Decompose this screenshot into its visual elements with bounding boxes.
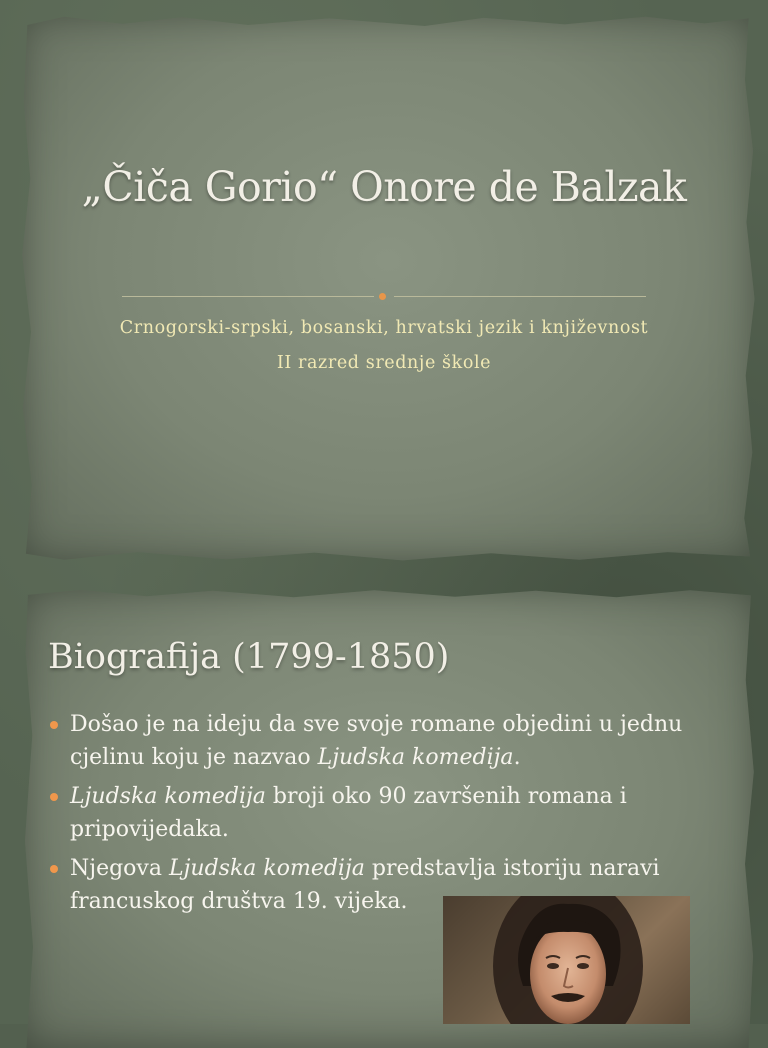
bullet-text: Došao je na ideju da sve svoje romane objedini u jednu cjelinu koju je nazvao (70, 712, 683, 770)
bullet-item (48, 708, 728, 774)
divider-line-right (394, 296, 646, 297)
bullet-italic: Ljudska komedija (317, 745, 514, 770)
bullet-text-before: Njegova (70, 856, 169, 881)
subtitle-subject: Crnogorski-srpski, bosanski, hrvatski jezik i književnost (119, 318, 649, 338)
bullet-italic: Ljudska komedija (70, 784, 266, 809)
biography-title: Biografija (1799-1850) (48, 637, 450, 677)
divider-dot (379, 293, 386, 300)
divider-line-left (122, 296, 374, 297)
bullet-dot-icon (50, 721, 58, 729)
bullet-text-after: . (513, 745, 521, 770)
bullet-text: broji oko 90 završenih romana i pripovijedaka. (70, 784, 627, 842)
subtitle-grade: II razred srednje škole (276, 353, 492, 373)
biography-bullet-list (48, 708, 728, 924)
bullet-item (48, 780, 728, 846)
slide-title: „Čiča Gorio“ Onore de Balzak (81, 163, 687, 211)
bullet-italic: Ljudska komedija (168, 856, 365, 881)
bullet-dot-icon (50, 793, 58, 801)
bullet-text: predstavlja istoriju naravi francuskog društva 19. vijeka. (70, 856, 660, 914)
bullet-dot-icon (50, 865, 58, 873)
title-slide[interactable] (20, 14, 756, 562)
portrait-of-balzac-image (443, 896, 690, 1024)
